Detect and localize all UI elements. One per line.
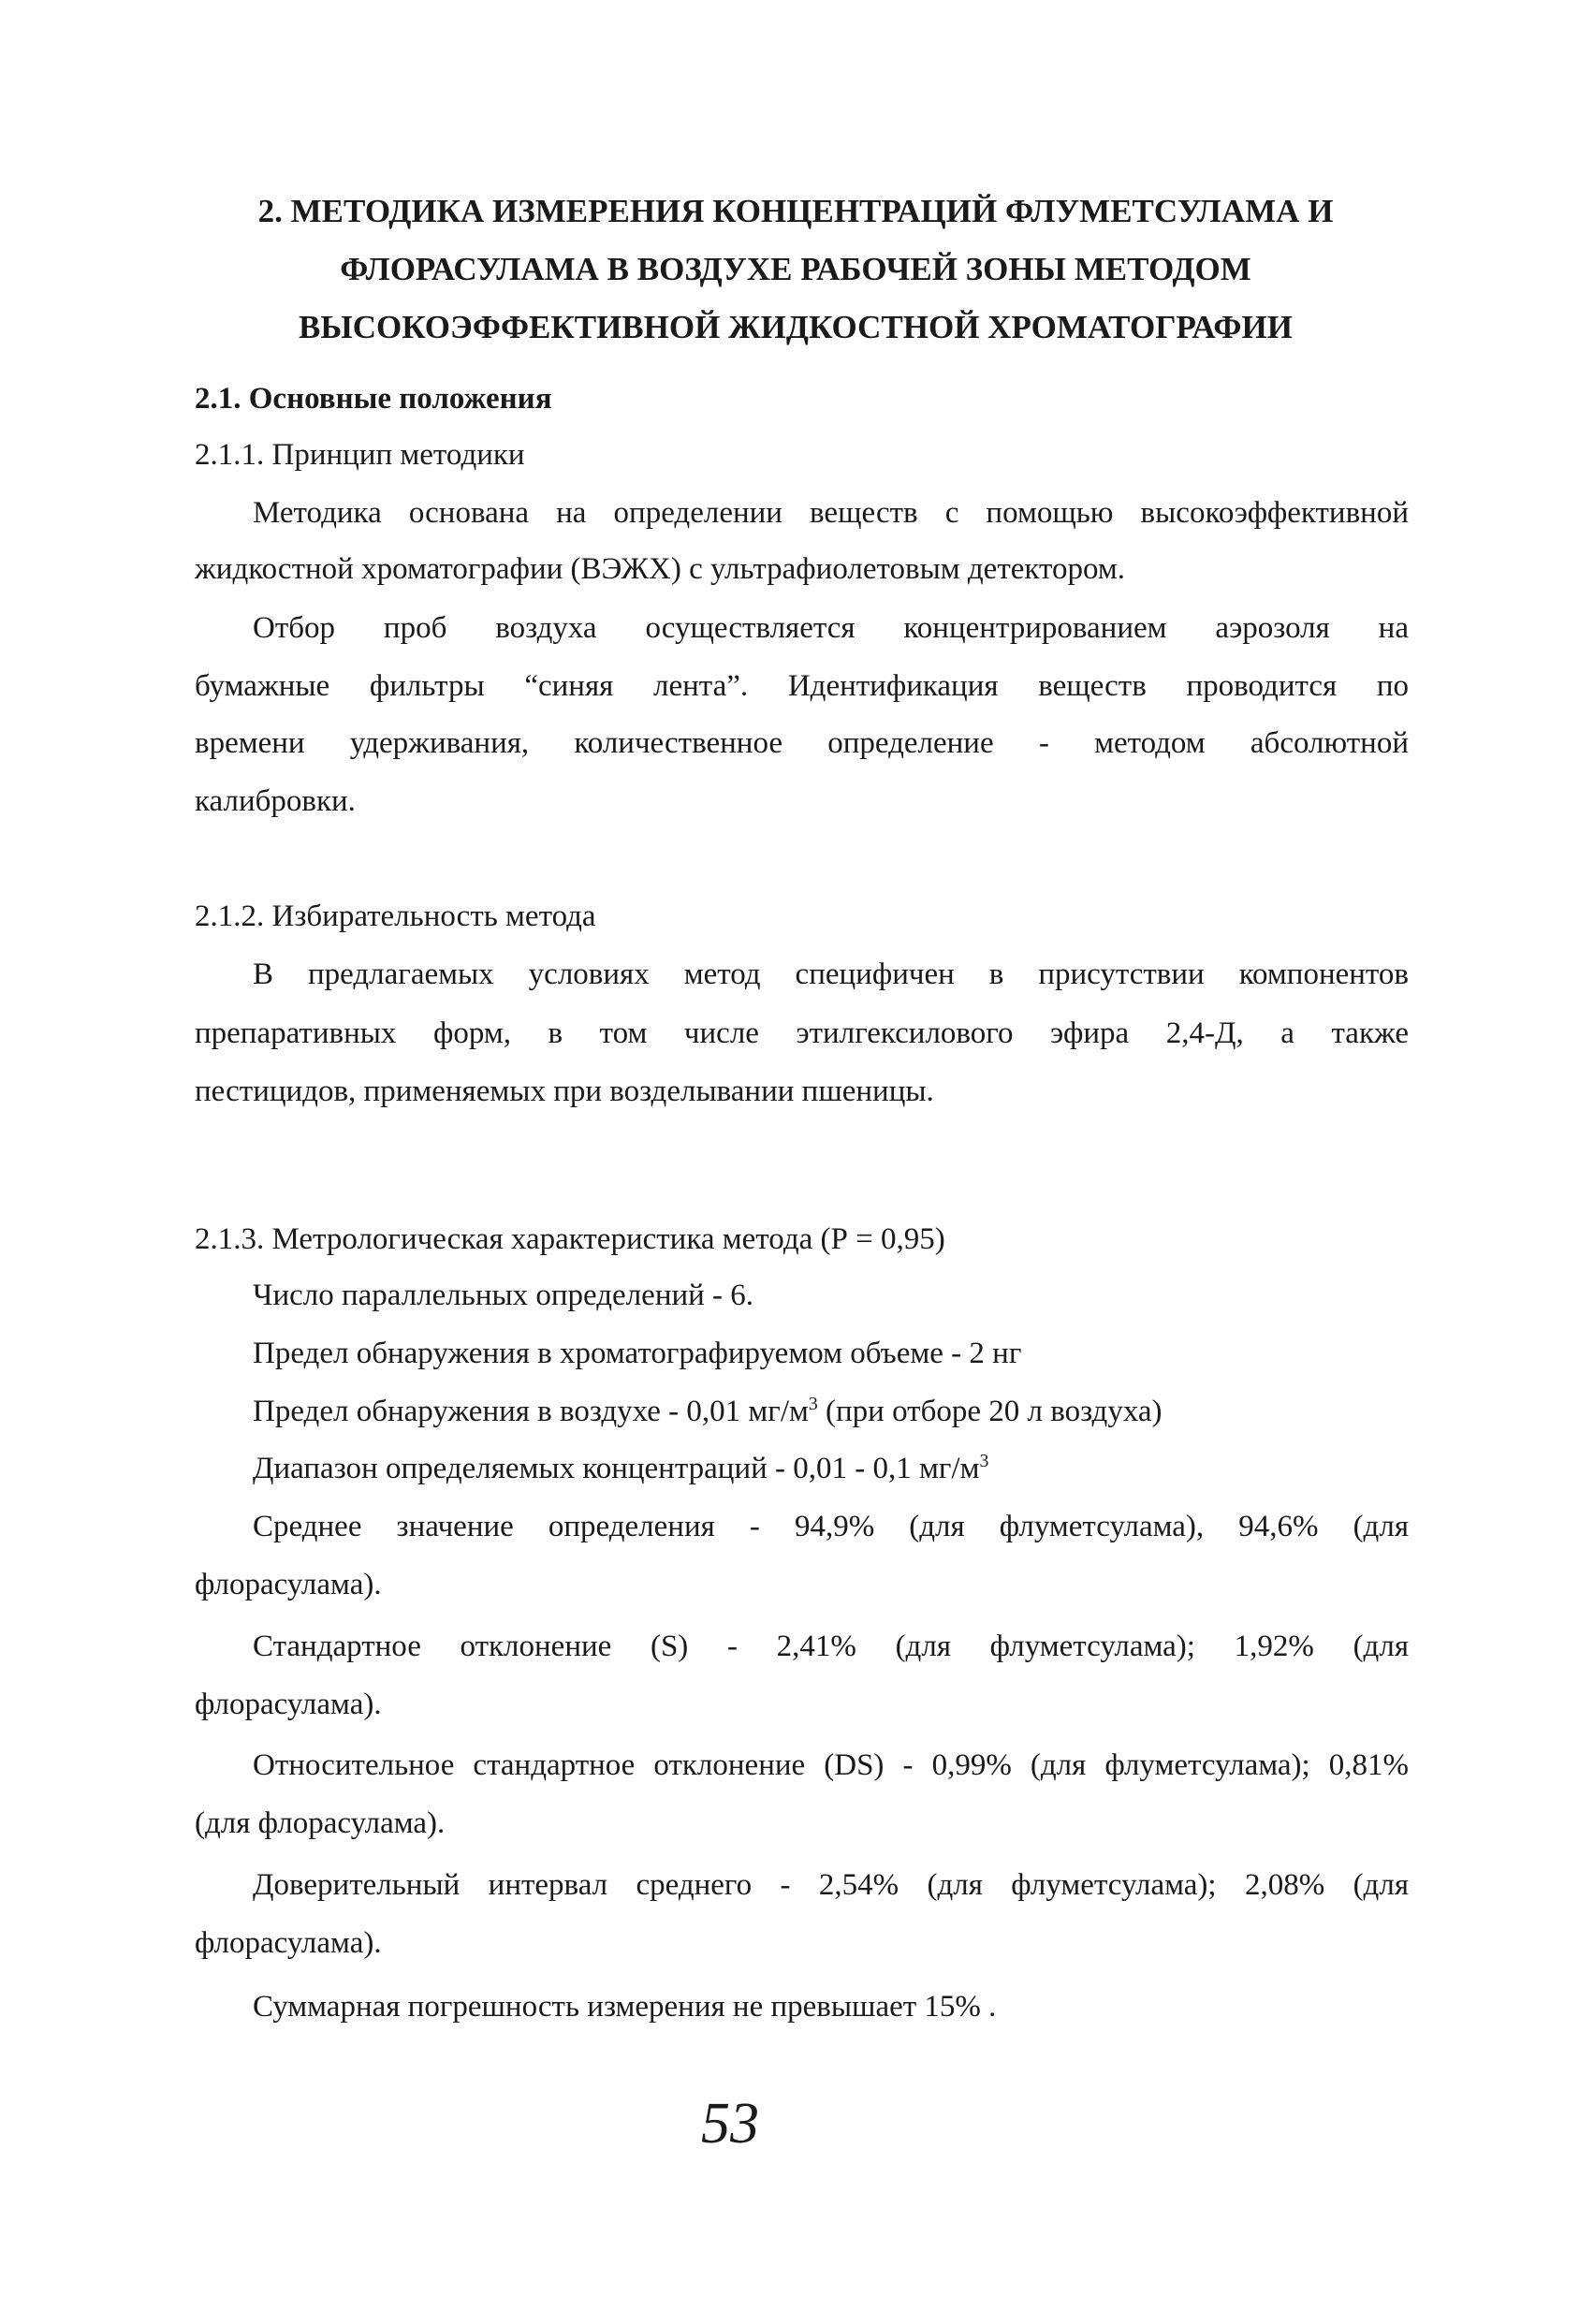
paragraph-line: флорасулама). — [195, 1926, 382, 1960]
title-line-2: ФЛОРАСУЛАМА В ВОЗДУХЕ РАБОЧЕЙ ЗОНЫ МЕТОДОМ — [340, 251, 1251, 287]
paragraph-line: Относительное стандартное отклонение (DS) - 0,99% (для флуметсулама); 0,81% — [253, 1748, 1409, 1782]
subsection-heading-principle: 2.1.1. Принцип методики — [195, 438, 525, 472]
parallel-determinations: Число параллельных определений - 6. — [253, 1279, 754, 1312]
paragraph-line: бумажные фильтры “синяя лента”. Идентификация веществ проводится по — [195, 669, 1409, 703]
paragraph-line: (для флорасулама). — [195, 1806, 446, 1840]
paragraph-line: флорасулама). — [195, 1688, 382, 1721]
superscript: 3 — [979, 1451, 989, 1471]
paragraph-line: времени удерживания, количественное определение - методом абсолютной — [195, 726, 1409, 760]
section-heading: 2.1. Основные положения — [195, 382, 552, 416]
title-line-3: ВЫСОКОЭФФЕКТИВНОЙ ЖИДКОСТНОЙ ХРОМАТОГРАФИИ — [299, 309, 1293, 345]
paragraph-line: жидкостной хроматографии (ВЭЖХ) с ультрафиолетовым детектором. — [195, 552, 1125, 586]
paragraph-line: флорасулама). — [195, 1568, 382, 1601]
paragraph-line: Методика основана на определении веществ с помощью высокоэффективной — [253, 496, 1409, 530]
paragraph-line: пестицидов, применяемых при возделывании пшеницы. — [195, 1074, 934, 1108]
title-line-1: 2. МЕТОДИКА ИЗМЕРЕНИЯ КОНЦЕНТРАЦИЙ ФЛУМЕТСУЛАМА И — [257, 193, 1334, 229]
paragraph-line: калибровки. — [195, 784, 356, 818]
superscript: 3 — [808, 1394, 818, 1414]
concentration-range — [253, 1451, 989, 1485]
detection-limit-air-text: Предел обнаружения в воздухе - 0,01 мг/м — [253, 1395, 809, 1428]
concentration-range-text: Диапазон определяемых концентраций - 0,01 - 0,1 мг/м — [253, 1452, 980, 1485]
detection-limit-air-note: (при отборе 20 л воздуха) — [817, 1395, 1163, 1428]
total-error: Суммарная погрешность измерения не превышает 15% . — [253, 1990, 997, 2024]
page-number: 53 — [701, 2092, 759, 2156]
subsection-heading-selectivity: 2.1.2. Избирательность метода — [195, 899, 596, 933]
detection-limit-air — [253, 1396, 1163, 1427]
paragraph-line: Стандартное отклонение (S) - 2,41% (для флуметсулама); 1,92% (для — [253, 1630, 1409, 1663]
paragraph-line: Отбор проб воздуха осуществляется концентрированием аэрозоля на — [253, 611, 1409, 645]
paragraph-line: В предлагаемых условиях метод специфичен в присутствии компонентов — [253, 957, 1409, 991]
paragraph-line: Среднее значение определения - 94,9% (для флуметсулама), 94,6% (для — [253, 1510, 1409, 1543]
paragraph-line: препаративных форм, в том числе этилгексилового эфира 2,4-Д, а также — [195, 1016, 1409, 1050]
subsection-heading-metrology: 2.1.3. Метрологическая характеристика метода (Р = 0,95) — [195, 1222, 945, 1256]
paragraph-line: Доверительный интервал среднего - 2,54% (для флуметсулама); 2,08% (для — [253, 1868, 1409, 1902]
detection-limit-volume: Предел обнаружения в хроматографируемом объеме - 2 нг — [253, 1337, 1022, 1370]
